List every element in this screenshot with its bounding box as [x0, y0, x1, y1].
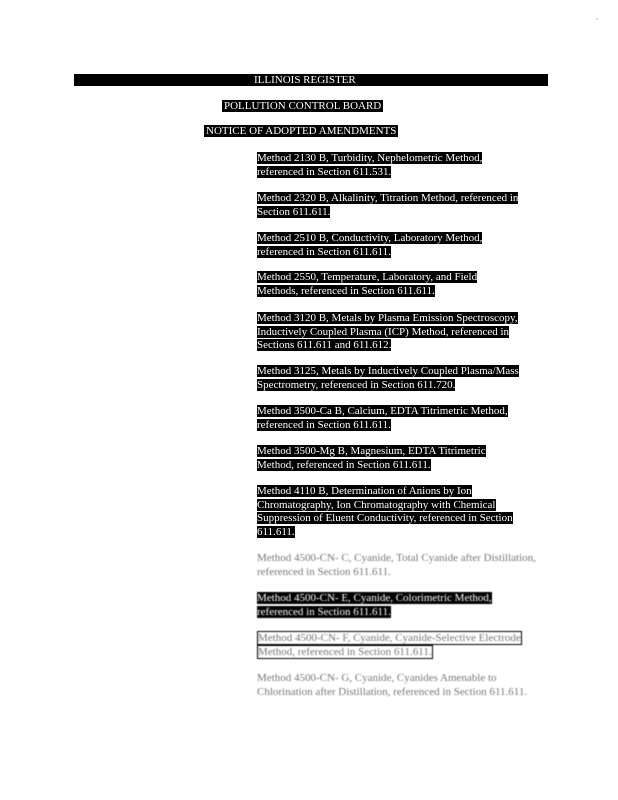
- board-title: POLLUTION CONTROL BOARD: [224, 100, 382, 112]
- method-entry-3500-mg-b: [255, 445, 507, 472]
- method-entry-3500-ca-b: [255, 405, 541, 432]
- method-entry-3120b: [255, 312, 551, 353]
- method-entry-3125: [255, 365, 551, 392]
- method-entry-2510b: [255, 232, 507, 259]
- method-entry-text: Method 4500-CN- C, Cyanide, Total Cyanide after Distillation, referenced in Section 611.611.: [257, 552, 536, 578]
- method-entry-text: Method 4500-CN- E, Cyanide, Colorimetric Method, referenced in Section 611.611.: [257, 592, 492, 618]
- method-entry-text: Method 2320 B, Alkalinity, Titration Method, referenced in Section 611.611.: [257, 192, 519, 218]
- method-entry-text: Method 4500-CN- F, Cyanide, Cyanide-Selective Electrode Method, referenced in Section 611.611.: [258, 632, 521, 658]
- method-entry-text: Method 2510 B, Conductivity, Laboratory Method, referenced in Section 611.611.: [257, 232, 483, 258]
- method-entry-4500-cn-g: [255, 672, 541, 699]
- method-entry-2320b: [255, 192, 551, 219]
- method-entry-2130b: [255, 152, 507, 179]
- method-entry-text: Method 3500-Mg B, Magnesium, EDTA Titrimetric Method, referenced in Section 611.611.: [257, 445, 486, 471]
- method-entry-2550: [255, 271, 507, 298]
- method-entry-4500-cn-f: [255, 632, 551, 659]
- method-entry-text: Method 2130 B, Turbidity, Nephelometric Method, referenced in Section 611.531.: [257, 152, 483, 178]
- method-entry-4500-cn-c: [255, 552, 541, 579]
- method-entry-text: Method 2550, Temperature, Laboratory, and Field Methods, referenced in Section 611.611.: [257, 271, 478, 297]
- scan-speck: [596, 18, 598, 20]
- notice-title: NOTICE OF ADOPTED AMENDMENTS: [206, 125, 397, 137]
- method-entry-4110b: [255, 485, 541, 539]
- method-entry-4500-cn-e: [255, 592, 541, 619]
- header-rule-cap: [74, 74, 254, 80]
- method-entry-text: Method 4110 B, Determination of Anions by Ion Chromatography, Ion Chromatography with Chemical Suppression of Eluent Conductivity, referenced in Section 611.611.: [257, 485, 513, 538]
- method-entry-text: Method 3125, Metals by Inductively Coupled Plasma/Mass Spectrometry, referenced in Section 611.720.: [257, 365, 519, 391]
- register-title: ILLINOIS REGISTER: [254, 74, 356, 86]
- method-entry-text: Method 4500-CN- G, Cyanide, Cyanides Amenable to Chlorination after Distillation, referenced in Section 611.611.: [257, 672, 528, 698]
- method-entry-text: Method 3120 B, Metals by Plasma Emission Spectroscopy, Inductively Coupled Plasma (ICP) Method, referenced in Sections 611.611 and 611.612.: [257, 312, 518, 351]
- method-entry-text: Method 3500-Ca B, Calcium, EDTA Titrimetric Method, referenced in Section 611.611.: [257, 405, 508, 431]
